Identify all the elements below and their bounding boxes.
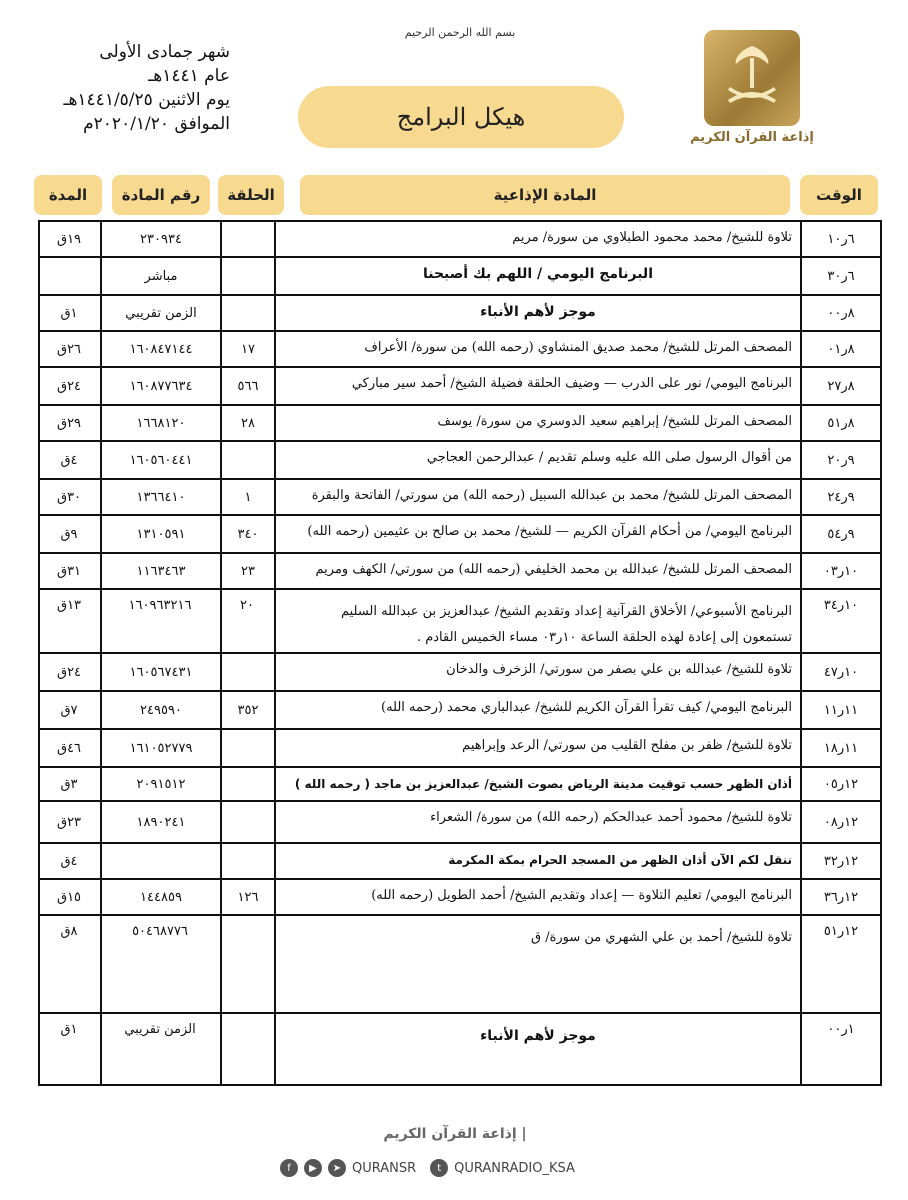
program-text: البرنامج اليومي/ نور على الدرب — وضيف الحلقة فضيلة الشيخ/ أحمد سير مباركي: [351, 376, 792, 391]
table-row: [40, 294, 880, 330]
episode-cell: [220, 768, 274, 800]
duration-cell: ١٣ق: [56, 598, 82, 613]
program-cell: [274, 258, 802, 294]
item-number-cell: ١٤٤٨٥٩: [100, 880, 220, 914]
duration-cell: ٨ق: [60, 924, 78, 939]
episode-cell: [220, 916, 272, 1012]
episode-cell: [220, 222, 274, 256]
program-cell: [274, 296, 802, 330]
program-text: تلاوة للشيخ/ محمد محمود الطبلاوي من سورة/ مريم: [512, 230, 792, 245]
date-block: [40, 40, 230, 136]
program-text: ننقل لكم الآن أذان الظهر من المسجد الحرام بمكة المكرمة: [448, 853, 792, 867]
table-row: [40, 842, 880, 878]
episode-cell: [220, 844, 274, 878]
page-title: هيكل البرامج: [298, 86, 624, 148]
program-cell: [274, 554, 802, 588]
time-cell: ٦ر١٠: [827, 231, 855, 247]
episode-cell: [220, 296, 274, 330]
item-number-cell: ١٣١٠٥٩١: [100, 516, 220, 552]
duration-cell: ٣١ق: [56, 563, 82, 579]
episode-cell: ١: [220, 480, 274, 514]
table-row: [40, 766, 880, 800]
item-number-cell: ١١٦٣٤٦٣: [100, 554, 220, 588]
program-cell: [274, 1014, 802, 1084]
table-row: [40, 256, 880, 294]
table-row: [40, 690, 880, 728]
episode-cell: [220, 1014, 272, 1084]
footer-station-name: إذاعة القرآن الكريم |: [383, 1126, 527, 1142]
date-month: شهر جمادى الأولى: [99, 42, 230, 62]
episode-cell: ٢٣: [220, 554, 274, 588]
social-links: [280, 1156, 620, 1180]
handle-quranradio[interactable]: QURANRADIO_KSA: [454, 1160, 575, 1176]
episode-cell: ١٧: [220, 332, 274, 366]
episode-cell: [220, 802, 274, 842]
program-text: البرنامج اليومي/ تعليم التلاوة — إعداد وتقديم الشيخ/ أحمد الطويل (رحمه الله): [371, 888, 792, 903]
program-text: موجز لأهم الأنباء: [480, 1028, 596, 1044]
table-row: [40, 366, 880, 404]
item-number-cell: ١٦١٠٥٢٧٧٩: [100, 730, 220, 766]
table-row: [40, 478, 880, 514]
episode-cell: [220, 258, 274, 294]
item-number-cell: ٢٣٠٩٣٤: [100, 222, 220, 256]
duration-cell: ٢٤ق: [56, 664, 82, 680]
item-number-cell: ١٨٩٠٢٤١: [100, 802, 220, 842]
episode-cell: [220, 442, 274, 478]
program-text: البرنامج اليومي/ كيف تقرأ القرآن الكريم للشيخ/ عبدالباري محمد (رحمه الله): [381, 700, 792, 715]
item-number-cell: ٢٤٩٥٩٠: [100, 692, 220, 728]
program-text: تستمعون إلى إعادة لهذه الحلقة الساعة ١٠ر٠٣ مساء الخميس القادم .: [416, 630, 792, 645]
duration-cell: ٢٩ق: [56, 415, 82, 431]
col-header-item-number: رقم المادة: [112, 175, 210, 215]
col-header-duration: المدة: [34, 175, 102, 215]
program-cell: [274, 368, 802, 404]
item-number-cell: مباشر: [100, 258, 220, 294]
duration-cell: ٢٤ق: [56, 378, 82, 394]
station-logo: [690, 30, 814, 154]
program-cell: [274, 332, 802, 366]
table-row: [40, 514, 880, 552]
episode-cell: ٣٤٠: [220, 516, 274, 552]
program-cell: [274, 802, 802, 842]
table-row: [40, 878, 880, 914]
table-row: [40, 914, 880, 1012]
col-header-episode: الحلقة: [218, 175, 284, 215]
time-cell: ١٢ر٣٢: [823, 853, 859, 869]
program-text: البرنامج الأسبوعي/ الأخلاق القرآنية إعداد وتقديم الشيخ/ عبدالعزيز بن عبدالله السليم: [340, 604, 792, 619]
table-row: [40, 330, 880, 366]
duration-cell: ١٩ق: [56, 231, 82, 247]
item-number-cell: ١٦٠٥٦٠٤٤١: [100, 442, 220, 478]
item-number-cell: ١٦٦٨١٢٠: [100, 406, 220, 440]
col-header-program: المادة الإذاعية: [300, 175, 790, 215]
program-cell: [274, 516, 802, 552]
program-cell: [274, 406, 802, 440]
col-header-time: الوقت: [800, 175, 878, 215]
duration-cell: [40, 258, 98, 294]
item-number-cell: ٥٠٤٦٨٧٧٦: [100, 916, 218, 1012]
time-cell: ٨ر٠١: [827, 341, 855, 357]
facebook-icon[interactable]: f: [280, 1159, 298, 1177]
table-row: [40, 220, 880, 256]
program-cell: [274, 222, 802, 256]
table-row: [40, 652, 880, 690]
episode-cell: [220, 654, 274, 690]
item-number-cell: ١٦٠٩٦٣٢١٦: [100, 590, 218, 652]
episode-cell: ٢٠: [220, 590, 272, 652]
time-cell: ٩ر٢٠: [827, 452, 855, 468]
table-row: [40, 404, 880, 440]
time-cell: ٩ر٢٤: [827, 489, 855, 505]
program-cell: [274, 880, 802, 914]
time-cell: ٨ر٢٧: [827, 378, 855, 394]
time-cell: ١٠ر٤٧: [823, 664, 859, 680]
episode-cell: ١٢٦: [220, 880, 274, 914]
episode-cell: [220, 730, 274, 766]
program-cell: [274, 916, 802, 1012]
item-number-cell: الزمن تقريبي: [100, 1014, 218, 1084]
program-text: تلاوة للشيخ/ محمود أحمد عبدالحكم (رحمه الله) من سورة/ الشعراء: [430, 810, 792, 825]
date-year: عام ١٤٤١هـ: [148, 66, 230, 86]
time-cell: ١٢ر٣٦: [823, 889, 859, 905]
basmala: بسم الله الرحمن الرحيم: [404, 26, 516, 39]
time-cell: ١٠ر٠٣: [823, 563, 859, 579]
duration-cell: ٤ق: [60, 853, 78, 869]
table-row: [40, 440, 880, 478]
table-row: [40, 552, 880, 588]
item-number-cell: ١٣٦٦٤١٠: [100, 480, 220, 514]
program-text: المصحف المرتل للشيخ/ عبدالله بن محمد الخليفي (رحمه الله) من سورتي/ الكهف ومريم: [315, 562, 792, 577]
item-number-cell: ١٦٠٨٤٧١٤٤: [100, 332, 220, 366]
time-cell: ١ر٠٠: [827, 1022, 855, 1037]
schedule-table: [38, 220, 882, 1086]
program-cell: [274, 692, 802, 728]
table-row: [40, 800, 880, 842]
duration-cell: ١ق: [60, 305, 78, 321]
program-cell: [274, 730, 802, 766]
duration-cell: ٣٠ق: [56, 489, 82, 505]
program-text: البرنامج اليومي / اللهم بك أصبحنا: [422, 266, 653, 282]
logo-name: إذاعة القرآن الكريم: [690, 130, 814, 145]
item-number-cell: ٢٠٩١٥١٢: [100, 768, 220, 800]
telegram-icon[interactable]: ➤: [328, 1159, 346, 1177]
table-row: [40, 1012, 880, 1084]
time-cell: ٨ر٥١: [827, 415, 855, 431]
program-cell: [274, 590, 802, 652]
program-cell: [274, 442, 802, 478]
program-text: المصحف المرتل للشيخ/ محمد صديق المنشاوي (رحمه الله) من سورة/ الأعراف: [364, 340, 792, 355]
duration-cell: ١ق: [60, 1022, 78, 1037]
program-cell: [274, 654, 802, 690]
time-cell: ١١ر١١: [823, 702, 859, 718]
time-cell: ١٢ر٥١: [823, 924, 859, 939]
duration-cell: ٤٦ق: [56, 740, 82, 756]
program-cell: [274, 844, 802, 878]
youtube-icon[interactable]: ▶: [304, 1159, 322, 1177]
date-day: يوم الاثنين ١٤٤١/٥/٢٥هـ: [63, 90, 230, 110]
item-number-cell: الزمن تقريبي: [100, 296, 220, 330]
program-text: أذان الظهر حسب توقيت مدينة الرياض بصوت الشيخ/ عبدالعزيز بن ماجد ( رحمه الله ): [294, 777, 792, 791]
time-cell: ٦ر٣٠: [827, 268, 855, 284]
item-number-cell: ١٦٠٥٦٧٤٣١: [100, 654, 220, 690]
program-text: المصحف المرتل للشيخ/ محمد بن عبدالله السبيل (رحمه الله) من سورتي/ الفاتحة والبقرة: [311, 488, 792, 503]
time-cell: ١١ر١٨: [823, 740, 859, 756]
episode-cell: ٢٨: [220, 406, 274, 440]
episode-cell: ٥٦٦: [220, 368, 274, 404]
time-cell: ١٢ر٠٥: [823, 776, 859, 792]
duration-cell: ١٥ق: [56, 889, 82, 905]
duration-cell: ٤ق: [60, 452, 78, 468]
table-row: [40, 728, 880, 766]
program-text: المصحف المرتل للشيخ/ إبراهيم سعيد الدوسري من سورة/ يوسف: [437, 414, 792, 429]
duration-cell: ٩ق: [60, 526, 78, 542]
program-text: البرنامج اليومي/ من أحكام القرآن الكريم — للشيخ/ محمد بن صالح بن عثيمين (رحمه الله): [307, 524, 792, 539]
time-cell: ٨ر٠٠: [827, 305, 855, 321]
duration-cell: ٧ق: [60, 702, 78, 718]
duration-cell: ٢٦ق: [56, 341, 82, 357]
item-number-cell: ١٦٠٨٧٧٦٣٤: [100, 368, 220, 404]
twitter-icon[interactable]: t: [430, 1159, 448, 1177]
time-cell: ١٢ر٠٨: [823, 814, 859, 830]
episode-cell: ٣٥٢: [220, 692, 274, 728]
duration-cell: ٣ق: [60, 776, 78, 792]
table-row: [40, 588, 880, 652]
program-text: موجز لأهم الأنباء: [480, 304, 596, 320]
item-number-cell: [100, 844, 220, 878]
program-text: تلاوة للشيخ/ ظفر بن مفلح القليب من سورتي/ الرعد وإبراهيم: [462, 738, 792, 753]
program-cell: [274, 480, 802, 514]
program-cell: [274, 768, 802, 800]
program-text: من أقوال الرسول صلى الله عليه وسلم تقديم / عبدالرحمن العجاجي: [426, 450, 792, 465]
program-text: تلاوة للشيخ/ أحمد بن علي الشهري من سورة/ ق: [530, 930, 792, 945]
date-gregorian: الموافق ٢٠٢٠/١/٢٠م: [83, 114, 230, 134]
handle-quransr[interactable]: QURANSR: [352, 1160, 417, 1176]
time-cell: ٩ر٥٤: [827, 526, 855, 542]
time-cell: ١٠ر٣٤: [823, 598, 859, 613]
duration-cell: ٢٣ق: [56, 814, 82, 830]
program-text: تلاوة للشيخ/ عبدالله بن علي بصفر من سورتي/ الزخرف والدخان: [446, 662, 792, 677]
emblem-icon: [704, 30, 800, 126]
